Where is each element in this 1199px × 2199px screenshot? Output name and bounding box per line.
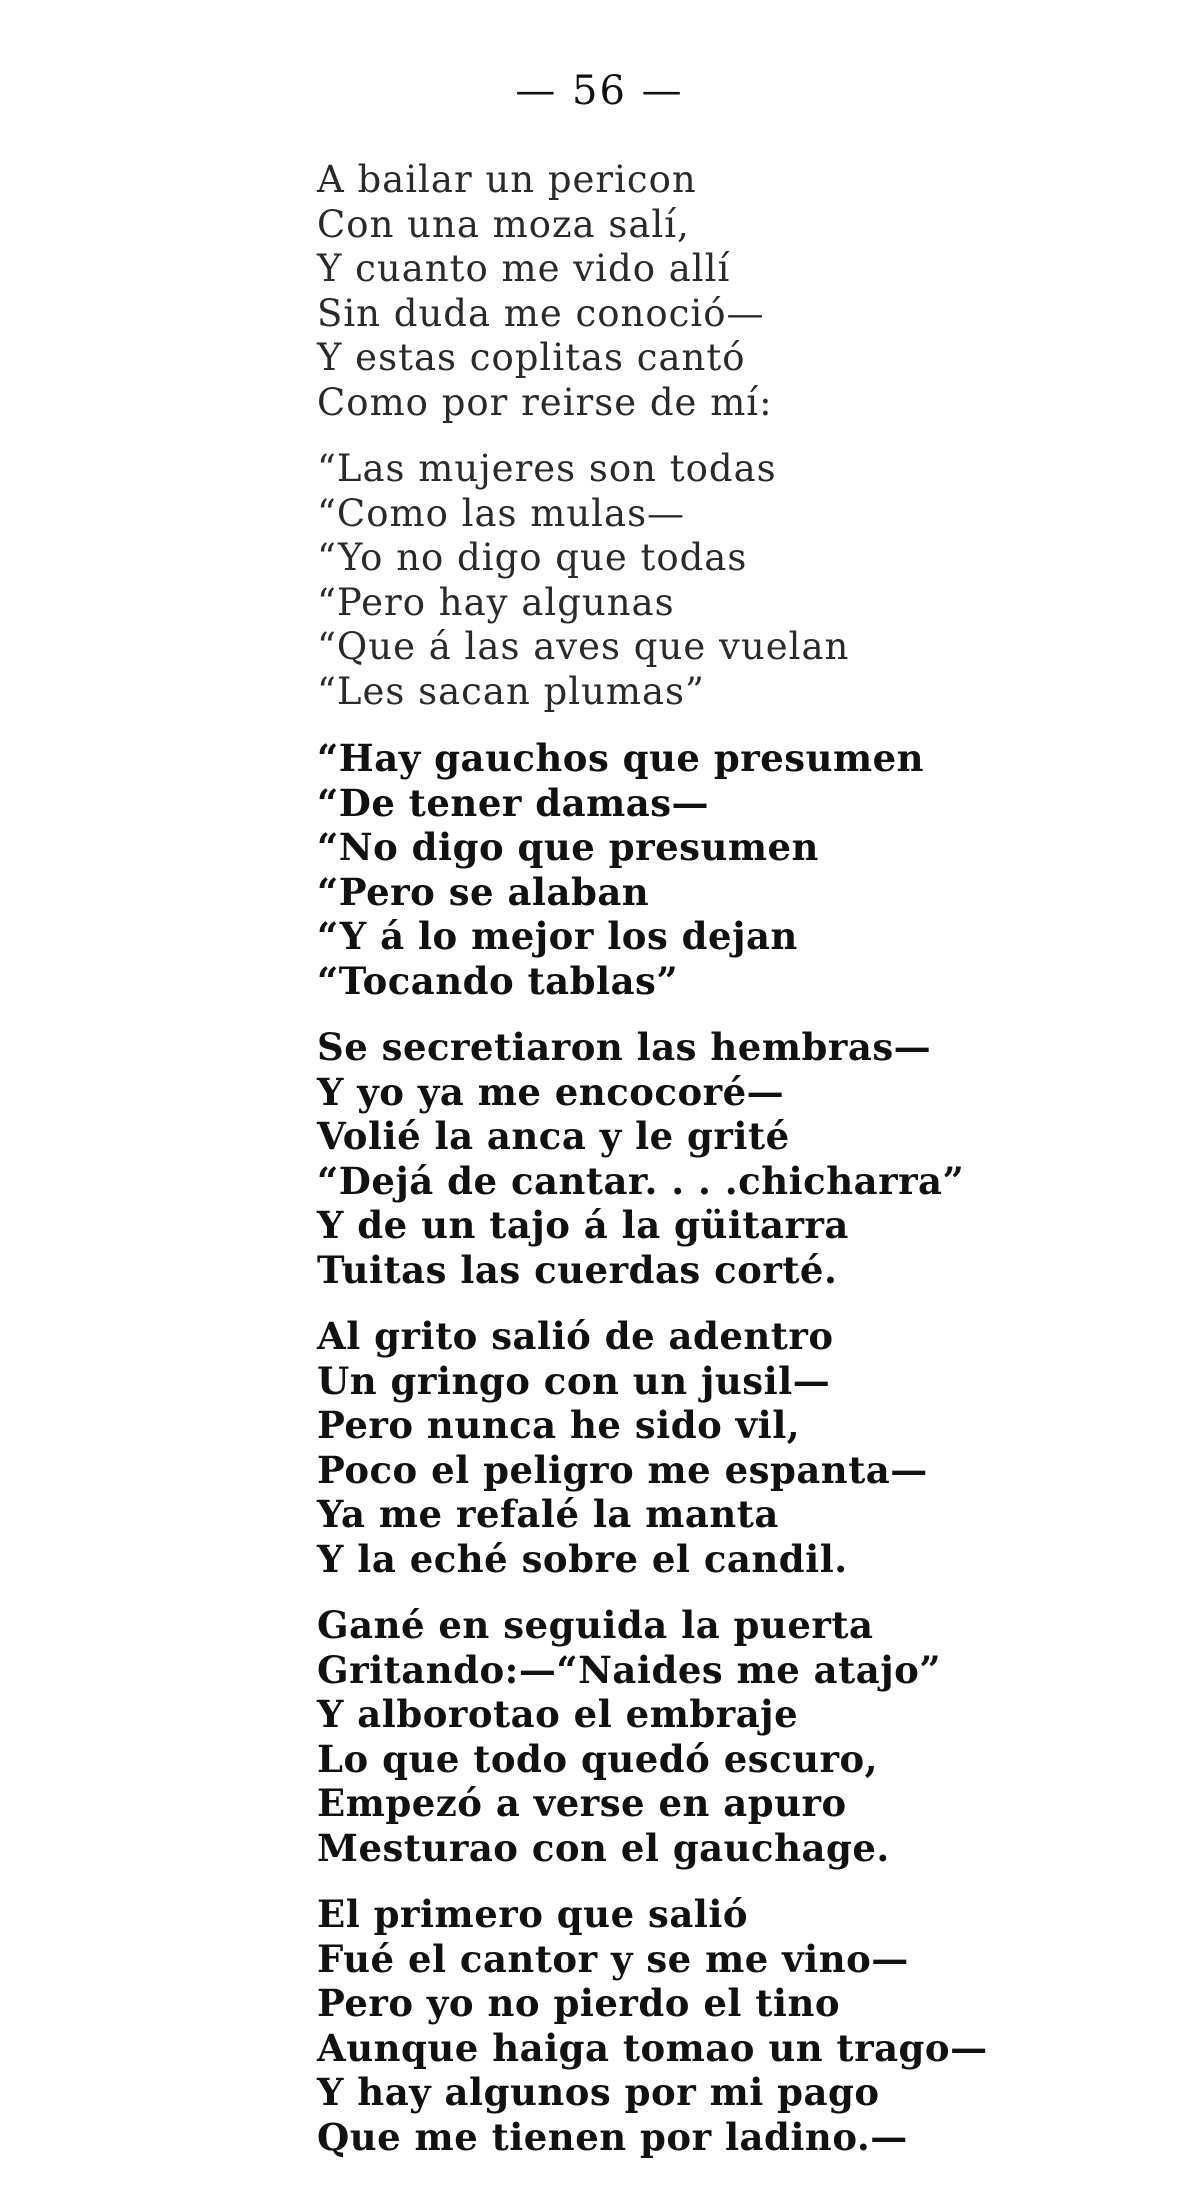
stanza <box>317 1314 1177 1581</box>
stanza <box>317 447 1177 714</box>
verse-line: Fué el cantor y se me vino— <box>317 1936 909 1981</box>
verse-line: Al grito salió de adentro <box>317 1314 834 1358</box>
verse-line: Volié la anca y le grité <box>317 1114 790 1158</box>
verse-line: El primero que salió <box>317 1892 749 1936</box>
stanza <box>317 736 1177 1003</box>
verse-line: Ya me refalé la manta <box>317 1492 779 1536</box>
stanza <box>317 1603 1177 1870</box>
page-number: — 56 — <box>515 68 684 114</box>
verse-line: Como por reirse de mí: <box>317 380 773 424</box>
verse-line: “Pero hay algunas <box>317 580 675 624</box>
verse-line: “Yo no digo que todas <box>317 536 748 579</box>
verse-line: Pero yo no pierdo el tino <box>317 1981 841 2025</box>
verse-line: Con una moza salí, <box>317 202 690 246</box>
verse-line: Gané en seguida la puerta <box>317 1603 874 1647</box>
verse-line: Se secretiaron las hembras— <box>317 1025 932 1069</box>
stanza <box>317 1892 1177 2159</box>
verse-line: “Hay gauchos que presumen <box>317 736 925 780</box>
verse-line: “De tener damas— <box>317 780 710 825</box>
verse-line: Empezó a verse en apuro <box>317 1781 847 1825</box>
verse-line: Aunque haiga tomao un trago— <box>317 2025 988 2070</box>
poem <box>317 158 1177 2181</box>
verse-line: Pero nunca he sido vil, <box>317 1403 801 1447</box>
verse-line: “Les sacan plumas” <box>317 669 705 713</box>
verse-line: “Dejá de cantar. . . .chicharra” <box>317 1158 965 1203</box>
stanza <box>317 1025 1177 1292</box>
verse-line: Un gringo con un jusil— <box>317 1358 831 1403</box>
verse-line: Y estas coplitas cantó <box>317 336 746 379</box>
verse-line: “No digo que presumen <box>317 825 819 869</box>
verse-line: Gritando:—“Naides me atajo” <box>317 1647 942 1692</box>
verse-line: Mesturao con el gauchage. <box>317 1825 890 1870</box>
verse-line: Tuitas las cuerdas corté. <box>317 1247 838 1292</box>
stanza <box>317 158 1177 425</box>
verse-line: “Tocando tablas” <box>317 958 679 1003</box>
verse-line: Y la eché sobre el candil. <box>317 1536 848 1581</box>
verse-line: “Y á lo mejor los dejan <box>317 914 798 958</box>
verse-line: Poco el peligro me espanta— <box>317 1447 928 1492</box>
verse-line: “Como las mulas— <box>317 491 686 535</box>
verse-line: Y yo ya me encocoré— <box>317 1069 785 1114</box>
verse-line: Y de un tajo á la güitarra <box>317 1203 849 1247</box>
verse-line: Que me tienen por ladino.— <box>317 2114 908 2159</box>
verse-line: “Que á las aves que vuelan <box>317 625 850 668</box>
verse-line: Y cuanto me vido allí <box>317 247 731 290</box>
verse-line: Sin duda me conoció— <box>317 291 765 335</box>
verse-line: A bailar un pericon <box>317 158 697 201</box>
verse-line: “Las mujeres son todas <box>317 447 777 490</box>
verse-line: “Pero se alaban <box>317 869 650 914</box>
verse-line: Y alborotao el embraje <box>317 1692 799 1736</box>
verse-line: Lo que todo quedó escuro, <box>317 1736 879 1781</box>
verse-line: Y hay algunos por mi pago <box>317 2070 880 2114</box>
